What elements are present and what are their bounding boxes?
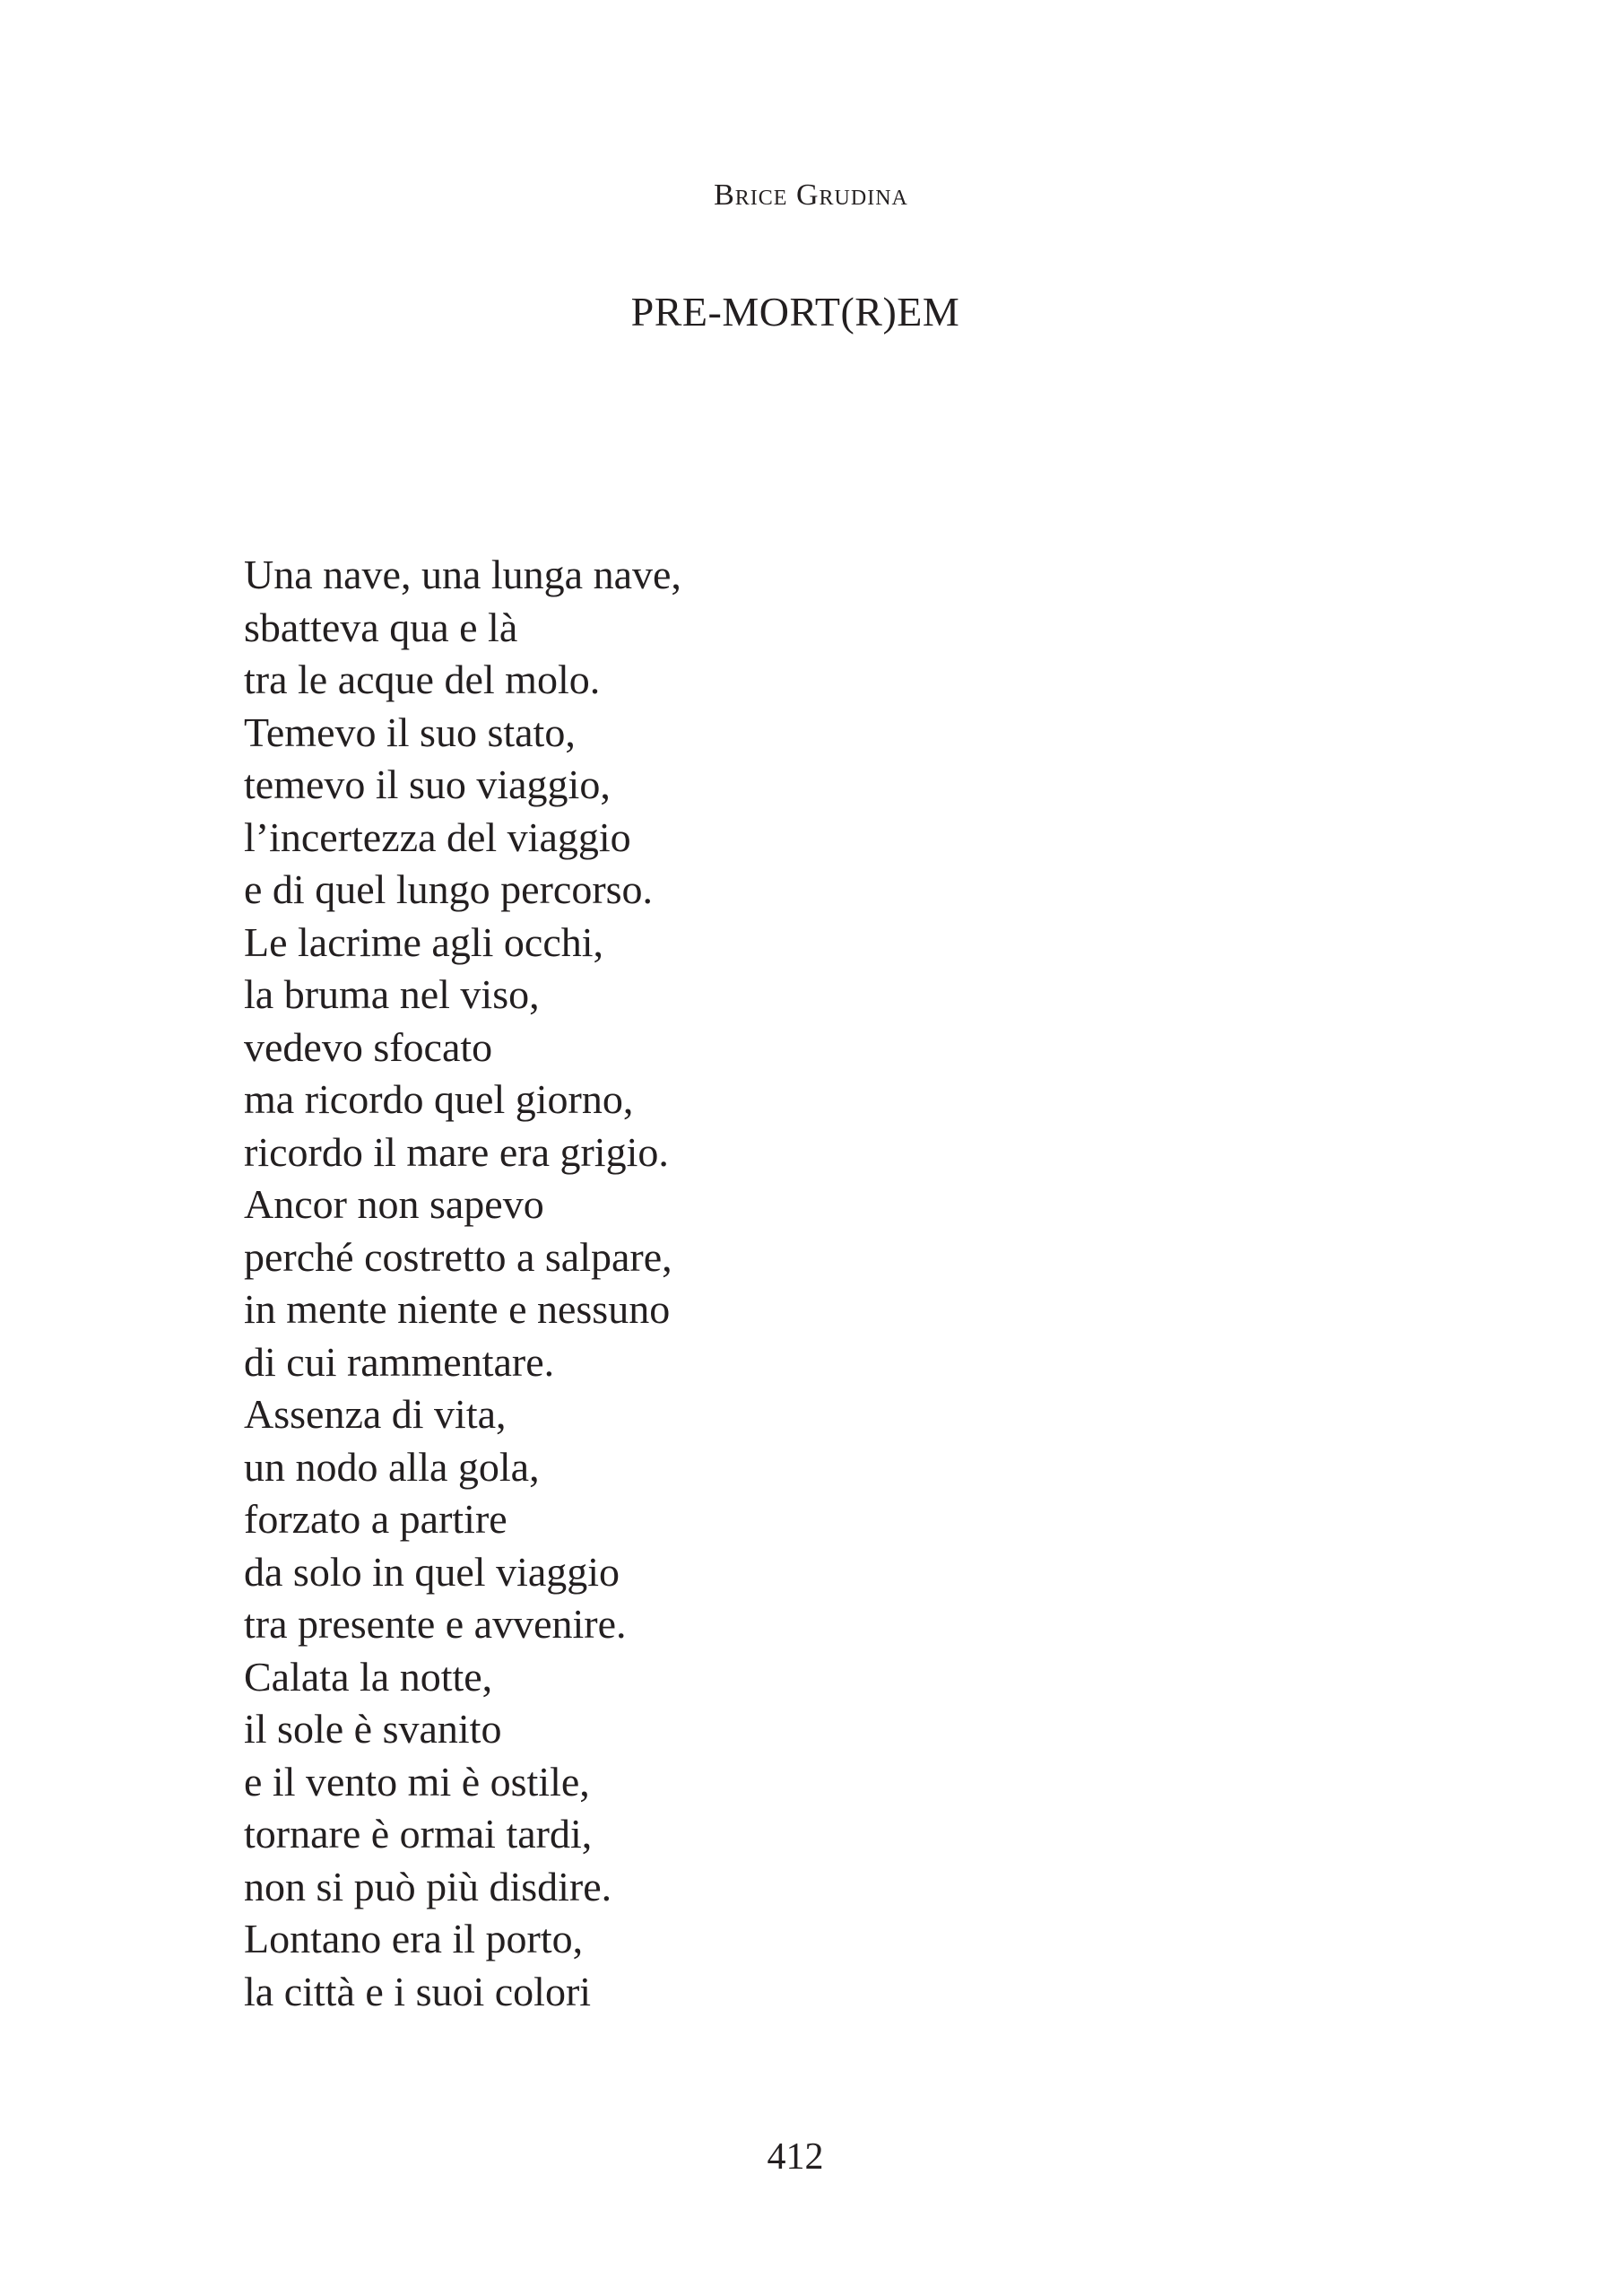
poem-line: un nodo alla gola, <box>244 1443 540 1490</box>
poem-line: tornare è ormai tardi, <box>244 1811 593 1857</box>
poem-line: Temevo il suo stato, <box>244 709 576 755</box>
page-number: 412 <box>767 2136 824 2178</box>
poem-line: e il vento mi è ostile, <box>244 1758 590 1805</box>
poem-line: la bruma nel viso, <box>244 971 540 1017</box>
poem-line: sbatteva qua e là <box>244 604 518 650</box>
poem-line: vedevo sfocato <box>244 1023 493 1070</box>
poem-line: Ancor non sapevo <box>244 1181 544 1227</box>
poem-line: forzato a partire <box>244 1496 507 1542</box>
poem-line: tra presente e avvenire. <box>244 1601 627 1647</box>
poem-line: e di quel lungo percorso. <box>244 866 654 912</box>
poem-line: la città e i suoi colori <box>244 1968 592 2014</box>
poem-title: PRE-MORT(R)EM <box>630 289 960 335</box>
poem-line: perché costretto a salpare, <box>244 1233 672 1280</box>
poem-line: Una nave, una lunga nave, <box>244 552 681 597</box>
poem-line: ricordo il mare era grigio. <box>244 1128 669 1175</box>
poem-line: Lontano era il porto, <box>244 1916 584 1961</box>
poem-line: temevo il suo viaggio, <box>244 761 611 807</box>
poem-line: non si può più disdire. <box>244 1863 612 1909</box>
poem-body <box>244 549 1409 2018</box>
poem-line: da solo in quel viaggio <box>244 1548 620 1595</box>
poem-line: ma ricordo quel giorno, <box>244 1076 634 1122</box>
poem-line: Calata la notte, <box>244 1653 493 1700</box>
poem-line: di cui rammentare. <box>244 1338 555 1385</box>
poem-line: tra le acque del molo. <box>244 657 601 702</box>
running-head-author: Brice Grudina <box>714 178 908 212</box>
poem-line: l’incertezza del viaggio <box>244 813 631 860</box>
poem-line: Le lacrime agli occhi, <box>244 918 604 965</box>
poem-line: il sole è svanito <box>244 1706 502 1752</box>
poem-line: in mente niente e nessuno <box>244 1286 671 1332</box>
poem-line: Assenza di vita, <box>244 1391 507 1437</box>
